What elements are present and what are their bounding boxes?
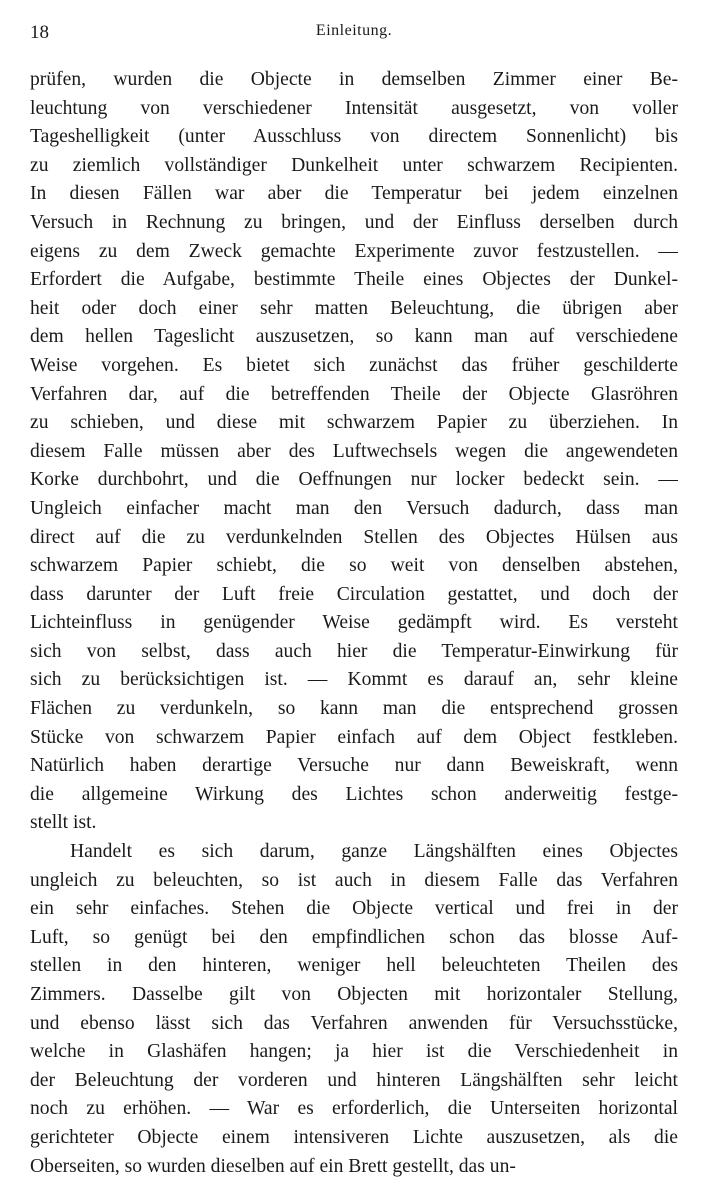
text-line: dem hellen Tageslicht auszusetzen, so kann man auf verschiedene (30, 326, 678, 348)
book-page (30, 22, 678, 1182)
paragraph (30, 66, 678, 838)
page-number: 18 (30, 22, 49, 43)
text-line: dass darunter der Luft freie Circulation gestattet, und doch der (30, 583, 678, 605)
text-line: leuchtung von verschiedener Intensität ausgesetzt, von voller (30, 97, 678, 119)
text-line: stellen in den hinteren, weniger hell beleuchteten Theilen des (30, 955, 678, 977)
text-line: schwarzem Papier schiebt, die so weit von denselben abstehen, (30, 555, 678, 577)
text-line: Oberseiten, so wurden dieselben auf ein Brett gestellt, das un- (30, 1155, 516, 1177)
running-title: Einleitung. (315, 22, 393, 39)
text-line: welche in Glashäfen hangen; ja hier ist die Verschiedenheit in (30, 1041, 678, 1063)
text-line: Ungleich einfacher macht man den Versuch dadurch, dass man (30, 497, 678, 519)
text-line: Zimmers. Dasselbe gilt von Objecten mit horizontaler Stellung, (30, 984, 678, 1005)
text-line: und ebenso lässt sich das Verfahren anwenden für Versuchsstücke, (30, 1012, 678, 1034)
text-line: Handelt es sich darum, ganze Längshälften eines Objectes (70, 841, 678, 863)
text-line: In diesen Fällen war aber die Temperatur bei jedem einzelnen (30, 183, 678, 205)
text-line: Natürlich haben derartige Versuche nur dann Beweiskraft, wenn (30, 755, 678, 777)
text-line: ungleich zu beleuchten, so ist auch in diesem Falle das Verfahren (30, 869, 678, 891)
text-line: direct auf die zu verdunkelnden Stellen des Objectes Hülsen aus (30, 526, 678, 548)
text-line: die allgemeine Wirkung des Lichtes schon anderweitig festge- (30, 783, 678, 805)
text-line: heit oder doch einer sehr matten Beleuchtung, die übrigen aber (30, 297, 678, 319)
text-line: Flächen zu verdunkeln, so kann man die entsprechend grossen (30, 698, 678, 720)
text-line: Weise vorgehen. Es bietet sich zunächst das früher geschilderte (30, 354, 678, 376)
text-line: sich zu berücksichtigen ist. — Kommt es darauf an, sehr kleine (30, 669, 678, 691)
text-line: noch zu erhöhen. — War es erforderlich, die Unterseiten horizontal (30, 1098, 678, 1120)
text-line: Tageshelligkeit (unter Ausschluss von directem Sonnenlicht) bis (30, 126, 678, 148)
running-head (30, 22, 678, 52)
text-line: zu ziemlich vollständiger Dunkelheit unter schwarzem Recipienten. (30, 154, 678, 176)
text-line: eigens zu dem Zweck gemachte Experimente zuvor festzustellen. — (30, 240, 678, 262)
paragraph (30, 838, 678, 1181)
text-line: prüfen, wurden die Objecte in demselben Zimmer einer Be- (30, 69, 678, 90)
text-line: Versuch in Rechnung zu bringen, und der Einfluss derselben durch (30, 211, 678, 233)
text-line: Korke durchbohrt, und die Oeffnungen nur locker bedeckt sein. — (30, 469, 678, 491)
body-text (30, 66, 678, 1181)
text-line: ein sehr einfaches. Stehen die Objecte vertical und frei in der (30, 898, 678, 920)
text-line: zu schieben, und diese mit schwarzem Papier zu überziehen. In (30, 412, 678, 434)
text-line: sich von selbst, dass auch hier die Temperatur-Einwirkung für (30, 640, 678, 662)
text-line: gerichteter Objecte einem intensiveren Lichte auszusetzen, als die (30, 1126, 678, 1148)
text-line: der Beleuchtung der vorderen und hinteren Längshälften sehr leicht (30, 1069, 678, 1091)
text-line: Lichteinfluss in genügender Weise gedämpft wird. Es versteht (30, 612, 678, 634)
text-line: stellt ist. (30, 812, 97, 834)
text-line: Stücke von schwarzem Papier einfach auf dem Object festkleben. (30, 726, 678, 748)
text-line: diesem Falle müssen aber des Luftwechsels wegen die angewendeten (30, 440, 678, 462)
text-line: Verfahren dar, auf die betreffenden Theile der Objecte Glasröhren (30, 383, 678, 405)
text-line: Erfordert die Aufgabe, bestimmte Theile eines Objectes der Dunkel- (30, 269, 678, 291)
text-line: Luft, so genügt bei den empfindlichen schon das blosse Auf- (30, 926, 678, 948)
